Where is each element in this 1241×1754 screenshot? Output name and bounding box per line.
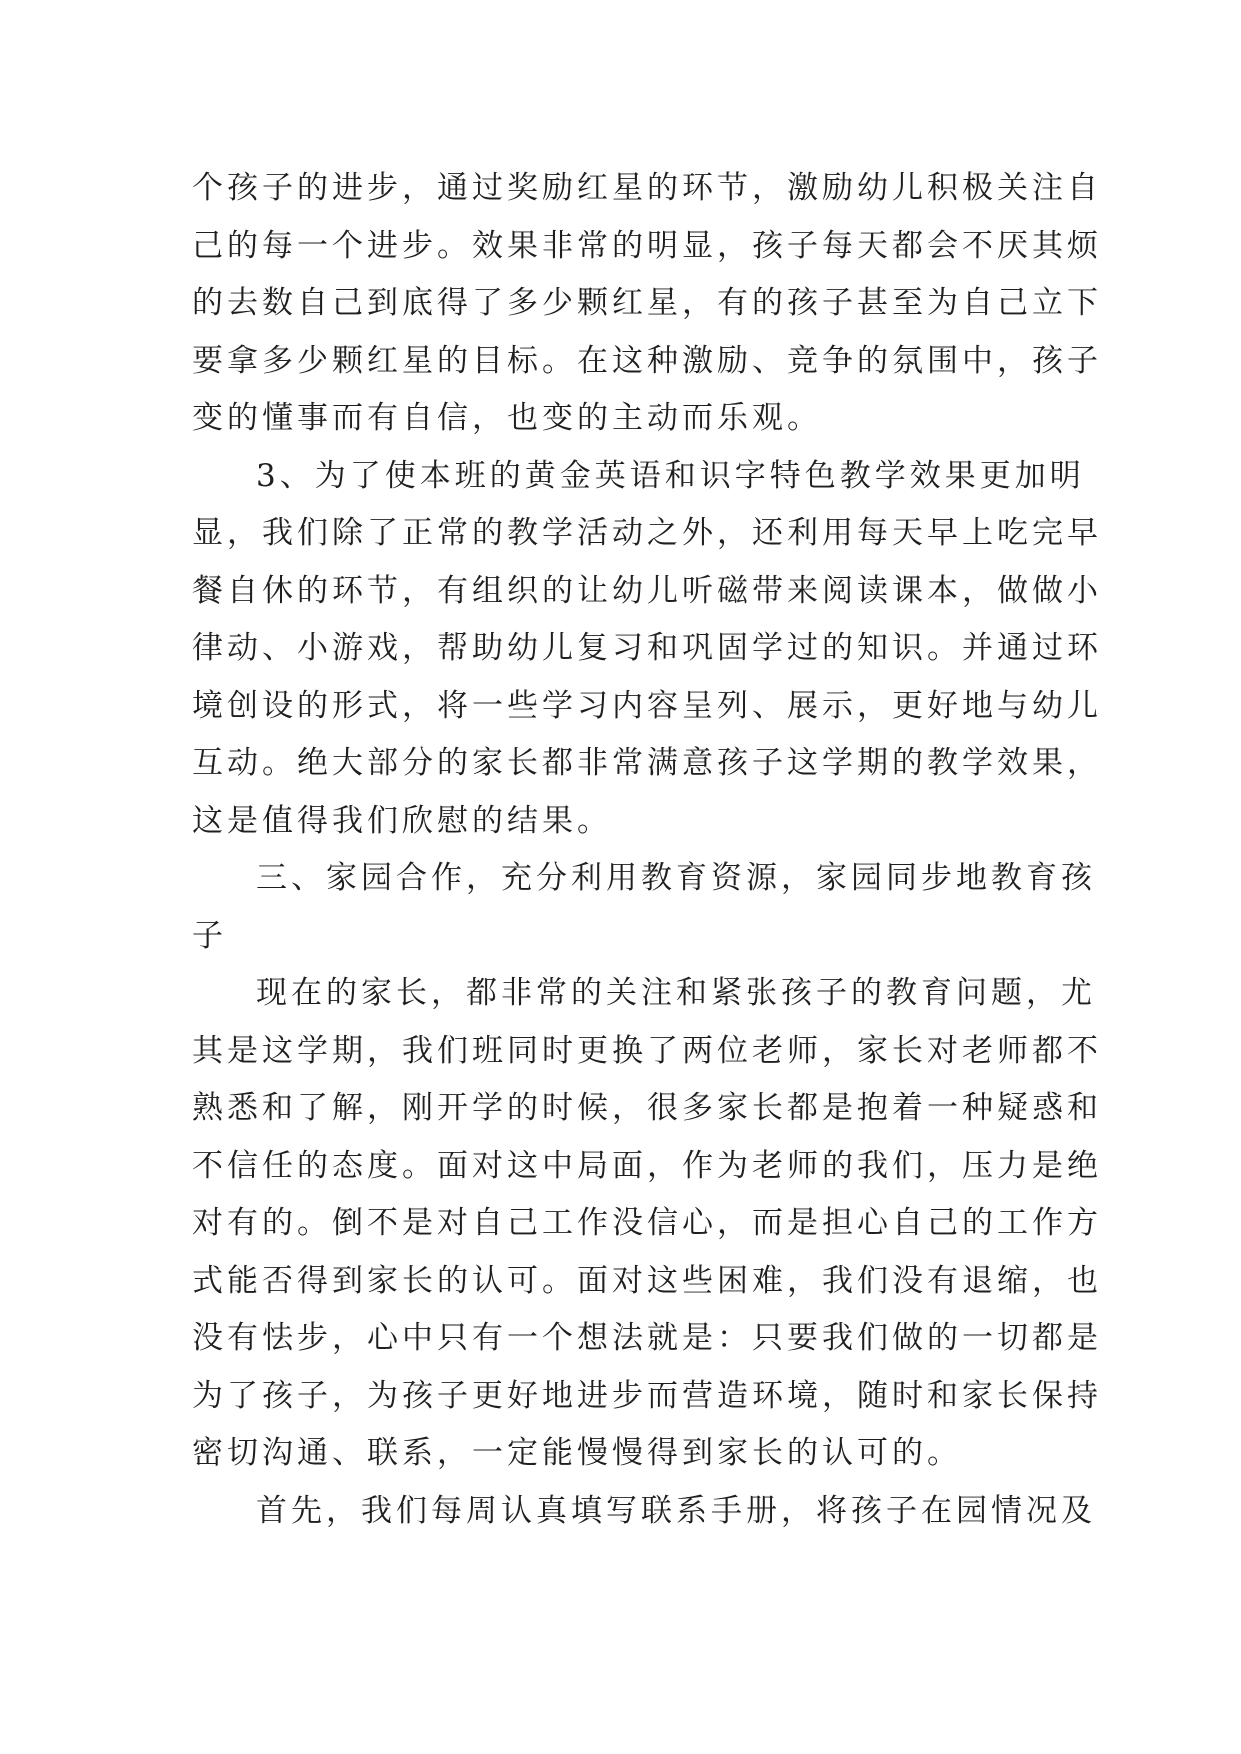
paragraph-start-line: 现在的家长，都非常的关注和紧张孩子的教育问题，尤 [256,975,1096,1011]
text-line: 互动。绝大部分的家长都非常满意孩子这学期的教学效果， [192,745,1102,781]
text-line: 要拿多少颗红星的目标。在这种激励、竞争的氛围中，孩子 [192,342,1102,379]
text-line: 密切沟通、联系，一定能慢慢得到家长的认可的。 [192,1435,962,1471]
paragraph-start-line: 首先，我们每周认真填写联系手册，将孩子在园情况及 [256,1492,1096,1529]
text-line: 没有怯步，心中只有一个想法就是：只要我们做的一切都是 [192,1320,1102,1356]
text-line: 境创设的形式，将一些学习内容呈列、展示，更好地与幼儿 [192,687,1102,724]
text-line: 显，我们除了正常的教学活动之外，还利用每天早上吃完早 [192,515,1102,551]
text-line: 变的懂事而有自信，也变的主动而乐观。 [192,400,822,436]
text-line: 为了孩子，为孩子更好地进步而营造环境，随时和家长保持 [192,1377,1102,1414]
paragraph-start-line: 3、为了使本班的黄金英语和识字特色教学效果更加明 [256,457,1085,494]
section-heading-line: 三、家园合作，充分利用教育资源，家园同步地教育孩 [256,860,1096,896]
section-heading-line: 子 [192,917,227,954]
text-line: 熟悉和了解，刚开学的时候，很多家长都是抱着一种疑惑和 [192,1090,1102,1126]
text-line: 个孩子的进步，通过奖励红星的环节，激励幼儿积极关注自 [192,170,1102,206]
text-line: 律动、小游戏，帮助幼儿复习和巩固学过的知识。并通过环 [192,630,1102,666]
body-text [192,160,1102,1540]
text-line: 餐自休的环节，有组织的让幼儿听磁带来阅读课本，做做小 [192,572,1102,609]
text-line: 这是值得我们欣慰的结果。 [192,802,612,839]
text-line: 其是这学期，我们班同时更换了两位老师，家长对老师都不 [192,1032,1102,1069]
text-line: 式能否得到家长的认可。面对这些困难，我们没有退缩，也 [192,1262,1102,1299]
text-line: 的去数自己到底得了多少颗红星，有的孩子甚至为自己立下 [192,285,1102,321]
text-line: 不信任的态度。面对这中局面，作为老师的我们，压力是绝 [192,1147,1102,1184]
text-line: 对有的。倒不是对自己工作没信心，而是担心自己的工作方 [192,1205,1102,1241]
text-line: 己的每一个进步。效果非常的明显，孩子每天都会不厌其烦 [192,227,1102,264]
